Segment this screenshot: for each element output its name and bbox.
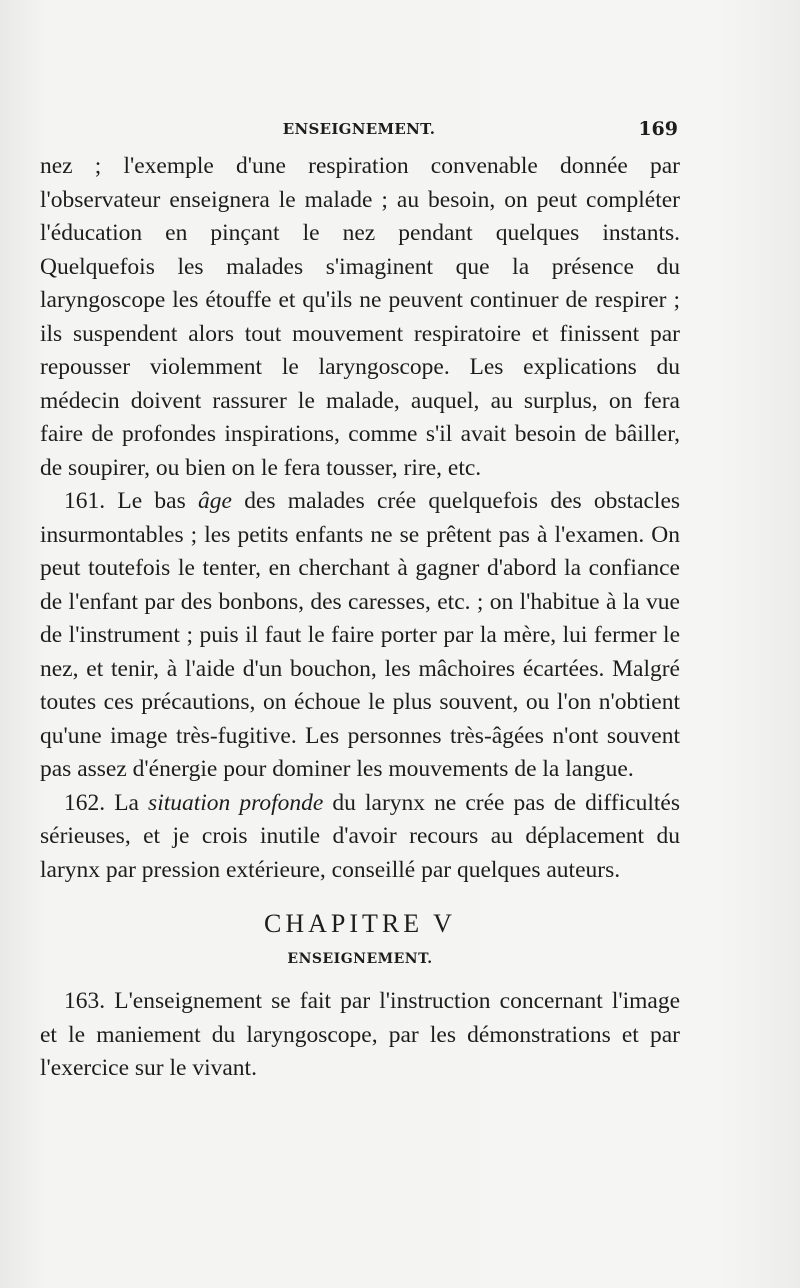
- chapter-title: CHAPITRE V: [264, 909, 456, 938]
- page-number: 169: [638, 118, 678, 140]
- running-header: [40, 118, 678, 144]
- paragraph-continuation: nez ; l'exemple d'une respiration convenable donnée par l'observateur enseignera le malade ; au besoin, on peut compléter l'éducation en pinçant le nez pendant quelques instants. Quelquefois les malades s'imaginent que la présence du laryngoscope les étouffe et qu'ils ne peuvent continuer de respirer ; ils suspendent alors tout mouvement respiratoire et finissent par repousser violemment le laryngoscope. Les explications du médecin doivent rassurer le malade, auquel, au surplus, on fera faire de profondes inspirations, comme s'il avait besoin de bâiller, de soupirer, ou bien on le fera tousser, rire, etc.: [40, 153, 680, 481]
- paragraph-text: L'enseignement se fait par l'instruction concernant l'image et le maniement du laryngoscope, par les démonstrations et par l'exercice sur le vivant.: [40, 988, 680, 1081]
- paragraph-text: Le bas: [117, 488, 186, 514]
- emphasis-text: situation profonde: [148, 789, 324, 816]
- paragraph-text: du larynx ne crée pas de difficultés sérieuses, et je crois inutile d'avoir recours au déplacement du larynx par pression extérieure, conseillé par quelques auteurs.: [40, 789, 680, 883]
- paragraph-number: 162.: [64, 789, 106, 816]
- body-text: [40, 150, 680, 1086]
- paragraph-163: [40, 985, 680, 1086]
- paragraph-text: La: [114, 789, 139, 816]
- paragraph-161: [40, 485, 680, 787]
- emphasis-text: âge: [198, 488, 232, 514]
- paragraph-162: [40, 787, 680, 888]
- running-title: ENSEIGNEMENT.: [282, 120, 436, 138]
- paragraph-number: 163.: [64, 988, 106, 1014]
- paragraph-text: des malades crée quelquefois des obstacles insurmontables ; les petits enfants ne se prêtent pas à l'examen. On peut toutefois le tenter, en cherchant à gagner d'abord la confiance de l'enfant par des bonbons, des caresses, etc. ; on l'habitue à la vue de l'instrument ; puis il faut le faire porter par la mère, lui fermer le nez, et tenir, à l'aide d'un bouchon, les mâchoires écartées. Malgré toutes ces précautions, on échoue le plus souvent, ou l'on n'obtient qu'une image très-fugitive. Les personnes très-âgées n'ont souvent pas assez d'énergie pour dominer les mouvements de la langue.: [40, 488, 681, 782]
- paragraph-number: 161.: [64, 488, 106, 514]
- section-title: ENSEIGNEMENT.: [287, 951, 433, 967]
